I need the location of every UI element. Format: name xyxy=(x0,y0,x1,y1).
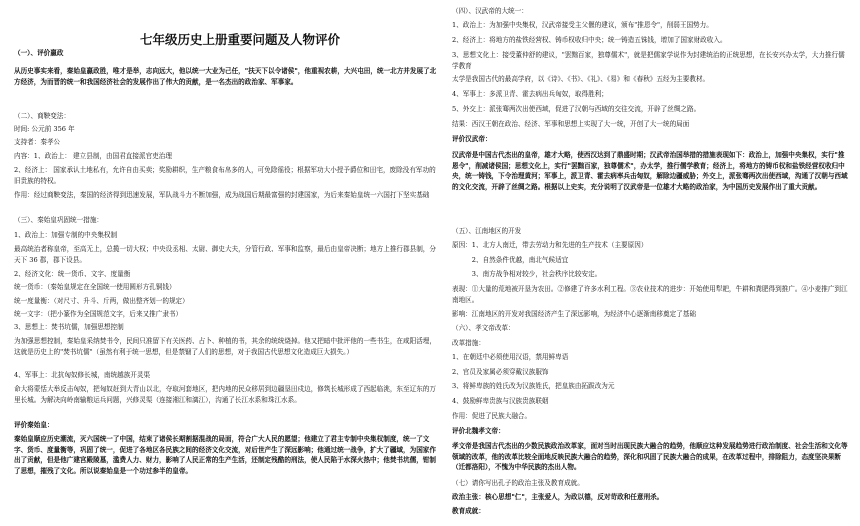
left-paragraph: 最高统治者称皇帝，至高无上，总揽一切大权；中央设丞相、太尉、御史大夫，分管行政、军事和监察，最后由皇帝决断；地方上推行郡县制，分天下 36 郡，郡下设县。 xyxy=(14,245,436,264)
right-paragraph: 2、官员及家属必须穿戴汉族服饰 xyxy=(452,368,549,376)
right-paragraph: 3、将鲜卑族的姓氏改为汉族姓氏，把皇族由拓跋改为元 xyxy=(452,382,615,390)
right-paragraph: （四）、汉武帝的大统一： xyxy=(452,7,528,15)
left-paragraph: 统一货币：（秦始皇规定在全国统一使用圆形方孔铜钱） xyxy=(14,283,176,291)
left-paragraph: 评价秦始皇： xyxy=(14,421,54,429)
right-paragraph: 4、鼓励鲜卑贵族与汉族贵族联姻 xyxy=(452,397,549,405)
right-paragraph: 太学是我国古代的最高学府，以《诗》、《书》、《礼》、《易》和《春秋》五经为主要教材。 xyxy=(452,75,710,83)
right-paragraph: 孝文帝是我国古代杰出的少数民族政治改革家，面对当时出现民族大融合的趋势，他顺应这种发展趋势进行政治制度、社会生活和文化等领域的改革，他的改革比较全面地反映民族大融合的趋势，深化和巩固了民族大融合的成果，在改革过程中，排除阻力，态度坚决果断（迁都洛阳），不愧为中华民族的杰出人物。 xyxy=(452,442,848,472)
left-paragraph: 2、经济文化：统一货币、文字、度量衡 xyxy=(14,270,131,278)
right-paragraph: 教育成就： xyxy=(452,507,485,515)
right-paragraph: （五）、江南地区的开发 xyxy=(452,227,522,235)
left-paragraph: 2、经济上： 国家承认土地私有，允许自由买卖；奖励耕织，生产粮食布帛多的人，可免除徭役；根据军功大小授予爵位和田宅，废除没有军功的旧贵族的特权。 xyxy=(14,166,436,185)
left-paragraph: （二）、商鞅变法： xyxy=(14,112,71,120)
left-paragraph: 为加强思想控制，秦始皇采纳焚书令，民间只准留下有关医药、占卜、种植的书，其余的统统烧掉。他又把暗中批评他的一些书生，在咸阳活埋，这就是历史上的"焚书坑儒"（虽然有利于统一思想，但是禁锢了人们的思想，对于我国古代思想文化造成巨大损失。） xyxy=(14,337,436,356)
right-paragraph: 1、政治上：为加强中央集权，汉武帝接受主父偃的建议，颁布"推恩令"，削弱王国势力。 xyxy=(452,21,713,29)
right-paragraph: （七）请你写出孔子的政治主张及教育成就。 xyxy=(452,479,584,487)
right-paragraph: 结果：西汉王朝在政治、经济、军事和思想上实现了大一统，开创了大一统的局面 xyxy=(452,120,690,128)
right-paragraph: 改革措施： xyxy=(452,339,485,347)
left-paragraph: 3、思想上：焚书坑儒，加强思想控制 xyxy=(14,323,124,331)
right-paragraph: 3、思想文化上：接受董仲舒的建议，"罢黜百家，独尊儒术"，就是把儒家学说作为封建统治的正统思想，在长安兴办太学，大力推行儒学教育 xyxy=(452,51,845,70)
left-paragraph: 4、军事上：北抗匈奴修长城，南统越族开灵渠 xyxy=(14,371,151,379)
right-paragraph: 2、自然条件优越，南北气候适宜 xyxy=(452,256,569,264)
right-paragraph: 4、军事上：多派卫青、霍去病出兵匈奴，取得胜利； xyxy=(452,90,608,98)
right-paragraph: 政治主张：核心思想"仁"，主张爱人，为政以德，反对苛政和任意刑杀。 xyxy=(452,493,664,501)
right-paragraph: 汉武帝是中国古代杰出的皇帝，雄才大略，使西汉达到了鼎盛时期；汉武帝治国举措的措施表现如下：政治上，加强中央集权，实行"推恩令"，削减诸侯国；思想文化上，实行"罢黜百家，独尊儒术"，办太学，推行儒学教育；经济上，将地方的铸币权和盐铁经营权收归中央，统一铸钱，下令治理黄河；军事上，派卫青、霍去病率兵击匈奴，解除边疆威胁；外交上，派张骞两次出使西域，沟通了汉朝与西域的文化交流，开辟了丝绸之路。根据以上史实，充分说明了汉武帝是一位雄才大略的政治家，为中国历史发展作出了重大贡献。 xyxy=(452,151,848,191)
right-paragraph: 5、外交上：派张骞两次出使西域，促进了汉朝与西域的交往交流，开辟了丝绸之路。 xyxy=(452,105,701,113)
left-paragraph: （三）、秦始皇巩固统一措施： xyxy=(14,216,104,224)
right-paragraph: 原因：1、北方人南迁，带去劳动力和先进的生产技术（主要原因） xyxy=(452,241,648,249)
left-paragraph: 统一度量衡：（对尺寸、升斗、斤两，做出整齐划一的规定） xyxy=(14,297,189,305)
left-paragraph: 秦始皇顺应历史潮流，灭六国统一了中国，结束了诸侯长期割据混战的局面，符合广大人民的愿望；他建立了君主专制中央集权制度，统一了文字、货币、度量衡等，巩固了统一，促进了各地区各民族之间的经济文化交流，对后世产生了深远影响；他通过统一战争，扩大了疆域，为国家作出了贡献，但是他广建宫殿陵墓，滥费人力、财力，影响了人民正常的生产生活，还制定残酷的刑法，使人民陷于水深火热中；他焚书坑儒，钳制了思想，摧残了文化。所以说秦始皇是一个功过参半的皇帝。 xyxy=(14,435,436,475)
left-paragraph: 时间: 公元前 356 年 xyxy=(14,125,75,133)
right-paragraph: 评价北魏孝文帝： xyxy=(452,427,505,435)
right-paragraph: 表现：①大量的荒地被开垦为农田。②修建了许多水利工程。③农业技术的进步：开始使用犁耙，牛耕和粪肥得到推广。④小麦推广到江南地区。 xyxy=(452,285,848,304)
left-paragraph: 支持者：秦孝公 xyxy=(14,138,61,146)
right-paragraph: 影响：江南地区的开发对我国经济产生了深远影响，为经济中心逐渐南移奠定了基础 xyxy=(452,310,696,318)
left-paragraph: （一）、评价嬴政 xyxy=(14,49,64,57)
left-paragraph: 统一文字：（把小篆作为全国规范文字，后来又推广隶书） xyxy=(14,310,183,318)
left-paragraph: 作用：经过商鞅变法，秦国的经济得到迅速发展，军队战斗力不断加强，成为战国后期最富强的封建国家，为后来秦始皇统一六国打下坚实基础 xyxy=(14,191,430,199)
left-paragraph: 命大将蒙恬大举反击匈奴，把匈奴赶到大青山以北，夺取河套地区，把内地的民众移居到边疆垦田戍边，修筑长城形成了西起临洮，东至辽东的万里长城。为解决向岭南输粮运兵问题，兴修灵渠（连接湘江和漓江），沟通了长江水系和珠江水系。 xyxy=(14,385,436,404)
right-paragraph: 3、南方战争相对较少，社会秩序比较安定。 xyxy=(452,270,602,278)
left-paragraph: 内容：1、政治上： 建立县制，由国君直接派官吏治理 xyxy=(14,152,172,160)
left-paragraph: 1、政治上：加强专制的中央集权制 xyxy=(14,231,118,239)
left-paragraph: 从历史事实来看，秦始皇嬴政胜，唯才是举，志向远大，他以统一大业为己任，"扶天下以令诸侯"，他重视农耕，大兴屯田，统一北方并发展了北方经济，为而晋的统一和我国经济社会的发展作出了伟大的贡献，是一名杰出的政治家、军事家。 xyxy=(14,67,437,86)
page-title: 七年级历史上册重要问题及人物评价 xyxy=(140,32,341,47)
right-paragraph: 2、经济上：将地方的盐铁经营权、铸币权收归中央；统一铸造五铢钱，增加了国家财政收入。 xyxy=(452,36,727,44)
right-paragraph: 1、在朝廷中必须使用汉语，禁用鲜卑语 xyxy=(452,353,569,361)
right-paragraph: 评价汉武帝： xyxy=(452,135,492,143)
right-paragraph: 作用：促进了民族大融合。 xyxy=(452,412,532,420)
right-paragraph: （六）、孝文帝改革： xyxy=(452,324,515,332)
